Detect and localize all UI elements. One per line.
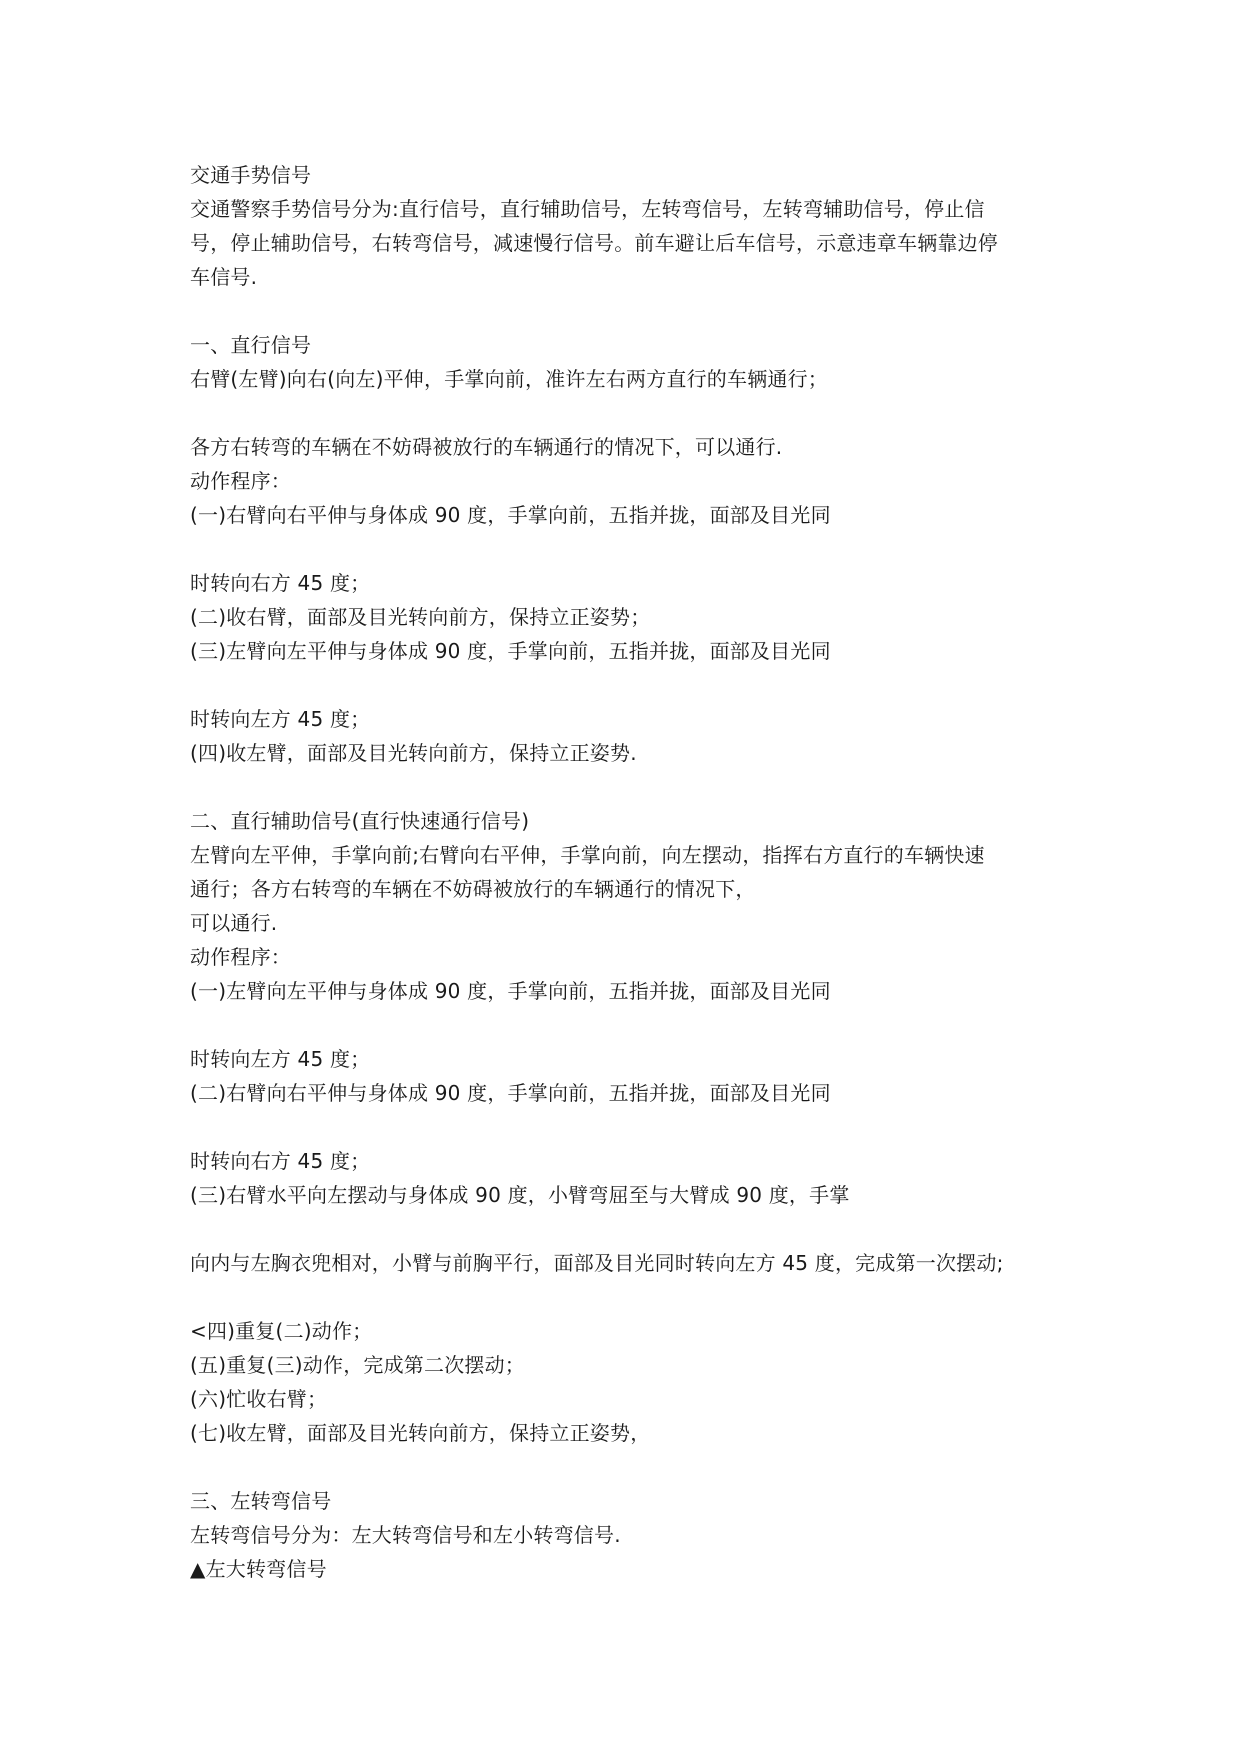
step-line: (三)左臂向左平伸与身体成 90 度，手掌向前，五指并拢，面部及目光同 (190, 639, 831, 663)
step-line: (一)右臂向右平伸与身体成 90 度，手掌向前，五指并拢，面部及目光同 (190, 503, 831, 527)
paragraph-line: 可以通行. (190, 911, 278, 935)
blank-line (190, 1110, 1060, 1144)
step-line: 时转向左方 45 度； (190, 707, 371, 731)
paragraph-line: 动作程序： (190, 469, 291, 493)
step-line: (二)收右臂，面部及目光转向前方，保持立正姿势； (190, 605, 651, 629)
blank-line (190, 1280, 1060, 1314)
paragraph-line: 通行；各方右转弯的车辆在不妨碍被放行的车辆通行的情况下， (190, 877, 756, 901)
step-line: (四)收左臂，面部及目光转向前方，保持立正姿势. (190, 741, 637, 765)
intro-line: 交通警察手势信号分为:直行信号，直行辅助信号，左转弯信号，左转弯辅助信号，停止信 (190, 197, 985, 221)
step-line: (三)右臂水平向左摆动与身体成 90 度，小臂弯屈至与大臂成 90 度，手掌 (190, 1183, 850, 1207)
blank-line (190, 770, 1060, 804)
blank-line (190, 1008, 1060, 1042)
step-line: 时转向右方 45 度； (190, 1149, 371, 1173)
step-line: 时转向右方 45 度； (190, 571, 371, 595)
step-line: (七)收左臂，面部及目光转向前方，保持立正姿势， (190, 1421, 651, 1445)
intro-line: 车信号. (190, 265, 258, 289)
paragraph-line: 左转弯信号分为：左大转弯信号和左小转弯信号. (190, 1523, 621, 1547)
paragraph-line: 右臂(左臂)向右(向左)平伸，手掌向前，准许左右两方直行的车辆通行； (190, 367, 829, 391)
section-heading: 二、直行辅助信号(直行快速通行信号) (190, 809, 530, 833)
step-line: 向内与左胸衣兜相对，小臂与前胸平行，面部及目光同时转向左方 45 度，完成第一次摆动; (190, 1251, 1004, 1275)
step-line: (五)重复(三)动作，完成第二次摆动； (190, 1353, 526, 1377)
paragraph-line: 动作程序： (190, 945, 291, 969)
section-heading: 一、直行信号 (190, 333, 312, 357)
blank-line (190, 1212, 1060, 1246)
step-line: (六)忙收右臂； (190, 1387, 328, 1411)
blank-line (190, 532, 1060, 566)
blank-line (190, 1450, 1060, 1484)
blank-line (190, 668, 1060, 702)
blank-line (190, 294, 1060, 328)
paragraph-line: 左臂向左平伸，手掌向前;右臂向右平伸，手掌向前，向左摆动，指挥右方直行的车辆快速 (190, 843, 985, 867)
step-line: <四)重复(二)动作； (190, 1319, 373, 1343)
step-line: (二)右臂向右平伸与身体成 90 度，手掌向前，五指并拢，面部及目光同 (190, 1081, 831, 1105)
intro-line: 号，停止辅助信号，右转弯信号，减速慢行信号。前车避让后车信号，示意违章车辆靠边停 (190, 231, 998, 255)
paragraph-line: ▲左大转弯信号 (190, 1557, 327, 1581)
section-heading: 三、左转弯信号 (190, 1489, 332, 1513)
blank-line (190, 396, 1060, 430)
document-body (190, 158, 1060, 1586)
step-line: (一)左臂向左平伸与身体成 90 度，手掌向前，五指并拢，面部及目光同 (190, 979, 831, 1003)
paragraph-line: 各方右转弯的车辆在不妨碍被放行的车辆通行的情况下，可以通行. (190, 435, 783, 459)
document-title: 交通手势信号 (190, 163, 312, 187)
step-line: 时转向左方 45 度； (190, 1047, 371, 1071)
